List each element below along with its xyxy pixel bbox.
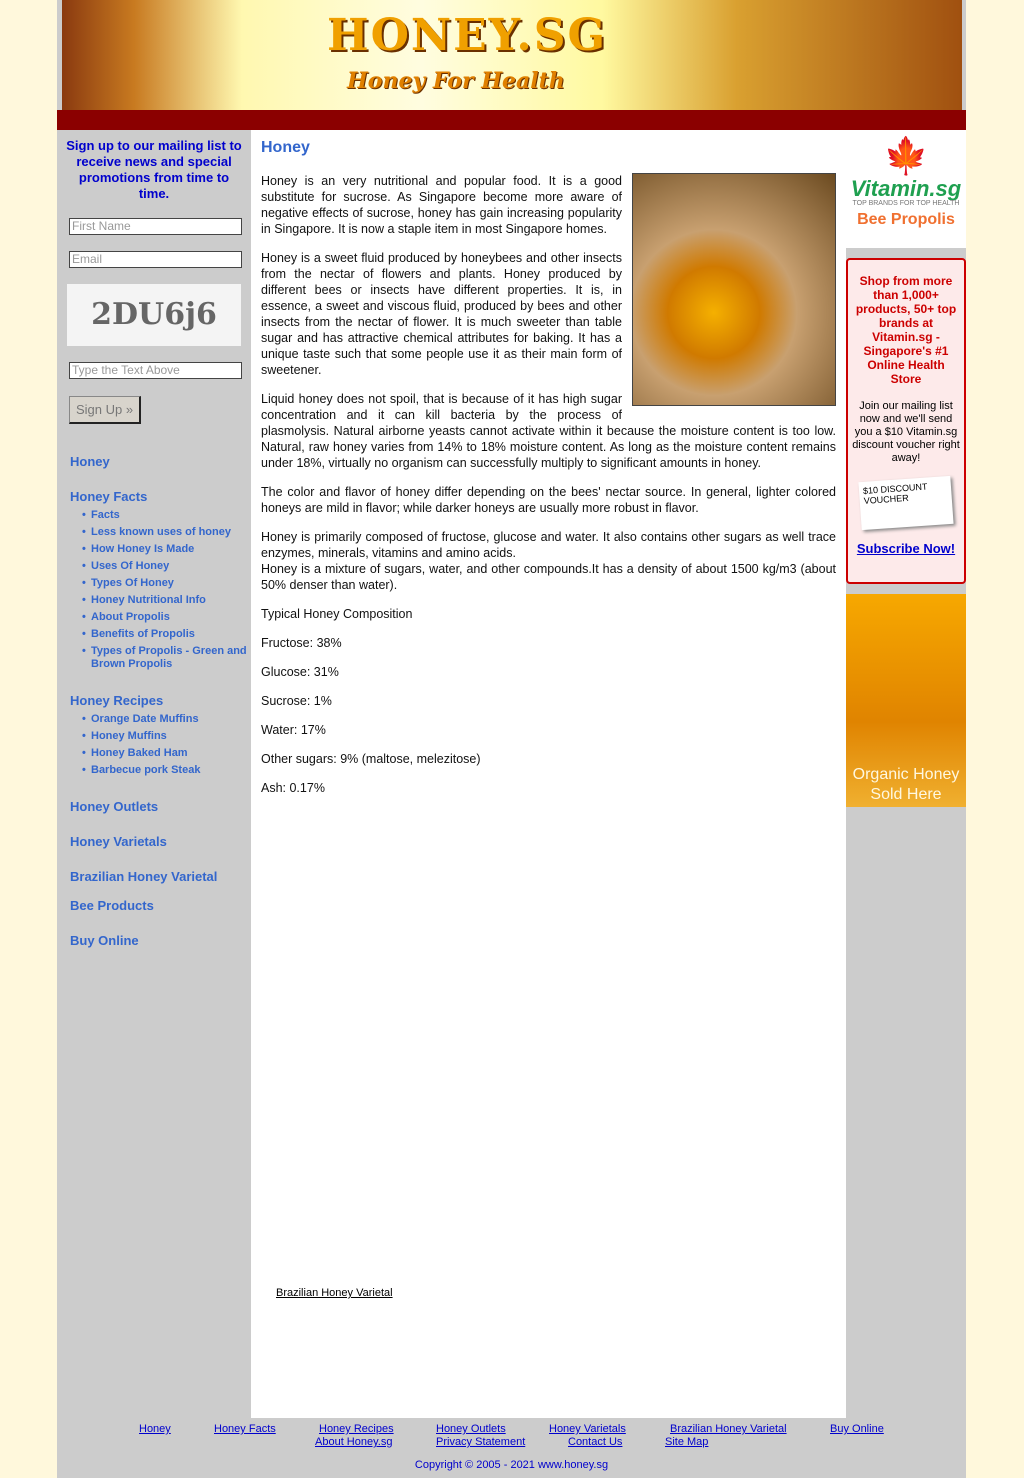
nav-subitem[interactable]: • Honey Muffins [78, 728, 251, 745]
header-banner [62, 0, 962, 110]
captcha-input[interactable]: Type the Text Above [69, 362, 242, 379]
nav-honey-recipes[interactable]: Honey Recipes [70, 693, 164, 708]
nav-subitem[interactable]: • About Propolis [78, 609, 251, 626]
footer [57, 1418, 966, 1471]
right-sidebar [846, 130, 966, 807]
paragraph: Honey is primarily composed of fructose, glucose and water. It also contains other sugars as well trace enzymes, minerals, vitamins and amino acids. [261, 530, 836, 560]
organic-honey-ad[interactable] [846, 594, 966, 807]
nav-subitem[interactable]: • Less known uses of honey [78, 524, 251, 541]
paragraph: Liquid honey does not spoil, that is because of it has high sugar concentration and it can kill bacteria by the process of plasmolysis. Natural airborne yeasts cannot activate within it because the moisture content is too low. Natural, raw honey varies from 14% to 18% moisture content. As long as the moisture content remains under 18%, virtually no organism can successfully multiply to significant amounts in honey. [261, 392, 836, 470]
header-bar [57, 110, 966, 130]
nav-buy-online[interactable]: Buy Online [70, 933, 139, 948]
signup-heading: Sign up to our mailing list to receive news and special promotions from time to time. [66, 138, 242, 201]
captcha-image: 2DU6j6 [67, 284, 241, 346]
subscribe-link[interactable]: Subscribe Now! [856, 541, 956, 556]
composition-item: Sucrose: 1% [261, 694, 332, 708]
nav-honey-facts[interactable]: Honey Facts [70, 489, 148, 504]
footer-link[interactable]: About Honey.sg [315, 1436, 393, 1448]
paragraph: Honey is a mixture of sugars, water, and other compounds.It has a density of about 1500 kg/m3 (about 50% denser than water). [261, 562, 836, 592]
site-logo[interactable]: HONEY.SG [327, 10, 608, 61]
composition-item: Water: 17% [261, 723, 326, 737]
footer-link[interactable]: Honey Recipes [319, 1423, 394, 1435]
page [57, 0, 966, 1478]
footer-link[interactable]: Contact Us [568, 1436, 623, 1448]
brazilian-honey-link[interactable]: Brazilian Honey Varietal [276, 1287, 393, 1299]
footer-link[interactable]: Honey Varietals [549, 1423, 626, 1435]
sign-up-button[interactable]: Sign Up » [69, 396, 141, 424]
nav-subitem[interactable]: • Benefits of Propolis [78, 626, 251, 643]
nav-subitem[interactable]: • Types Of Honey [78, 575, 251, 592]
composition-item: Fructose: 38% [261, 636, 342, 650]
paragraph: Honey is an very nutritional and popular food. It is a good substitute for sucrose. As Singapore become more aware of negative effects of sucrose, honey has gain increasing popularity in Singapore. It is now a staple item in most Singapore homes. [261, 174, 622, 236]
promo-box [846, 258, 966, 584]
nav-subitem[interactable]: • Honey Baked Ham [78, 745, 251, 762]
nav-subitem[interactable]: • Facts [78, 507, 251, 524]
nav-honey-outlets[interactable]: Honey Outlets [70, 799, 159, 814]
honey-jar-image [632, 173, 836, 406]
composition-title: Typical Honey Composition [261, 607, 413, 621]
bee-propolis-label: Bee Propolis [857, 211, 955, 228]
composition-item: Ash: 0.17% [261, 781, 325, 795]
footer-link[interactable]: Privacy Statement [436, 1436, 526, 1448]
footer-link[interactable]: Site Map [665, 1436, 709, 1448]
voucher-image: $10 DISCOUNT VOUCHER [858, 476, 953, 530]
vitamin-sg-ad[interactable] [846, 130, 966, 248]
nav-subitem[interactable]: • Types of Propolis - Green and Brown Propolis [78, 643, 251, 673]
maple-leaf-icon: 🍁 [883, 135, 929, 176]
footer-link[interactable]: Honey Facts [214, 1423, 276, 1435]
promo-heading: Shop from more than 1,000+ products, 50+ top brands at Vitamin.sg - Singapore's #1 Online Health Store [855, 274, 957, 386]
nav-subitem[interactable]: • Orange Date Muffins [78, 711, 251, 728]
nav-bee-products[interactable]: Bee Products [70, 898, 154, 913]
footer-link[interactable]: Honey [139, 1423, 171, 1435]
site-tagline: Honey For Health [347, 68, 565, 94]
vitamin-brand: Vitamin.sg [850, 176, 962, 201]
nav-honey-varietals[interactable]: Honey Varietals [70, 834, 167, 849]
footer-link[interactable]: Brazilian Honey Varietal [670, 1423, 787, 1435]
first-name-input[interactable]: First Name [69, 218, 242, 235]
nav-subitem[interactable]: • Uses Of Honey [78, 558, 251, 575]
copyright: Copyright © 2005 - 2021 www.honey.sg [414, 1459, 609, 1471]
main-content [251, 130, 846, 1418]
vitamin-tagline: TOP BRANDS FOR TOP HEALTH [852, 200, 960, 207]
left-sidebar [57, 130, 251, 948]
paragraph: The color and flavor of honey differ depending on the bees' nectar source. In general, lighter colored honeys are mild in flavor; while darker honeys are usually more robust in flavor. [261, 485, 836, 515]
footer-link[interactable]: Honey Outlets [436, 1423, 506, 1435]
nav-subitem[interactable]: • How Honey Is Made [78, 541, 251, 558]
composition-item: Glucose: 31% [261, 665, 339, 679]
nav-brazilian-honey[interactable]: Brazilian Honey Varietal [70, 869, 218, 884]
page-title: Honey [261, 139, 310, 156]
promo-text: Join our mailing list now and we'll send you a $10 Vitamin.sg discount voucher right away! [852, 400, 960, 464]
paragraph: Honey is a sweet fluid produced by honeybees and other insects from the nectar of flowers and plants. Honey produced by different bees or insects have different properties. It is, in essence, a sweet and viscous fluid, produced by bees and other insects from the nectar of flower. It is much sweeter than table sugar and has attractive chemical attributes for baking. It has a unique taste such that some people use it as their main form of sweetener. [261, 251, 622, 377]
organic-honey-label: Organic Honey Sold Here [852, 766, 960, 803]
nav-subitem[interactable]: • Barbecue pork Steak [78, 762, 251, 779]
footer-link[interactable]: Buy Online [830, 1423, 884, 1435]
nav-honey[interactable]: Honey [70, 454, 110, 469]
composition-item: Other sugars: 9% (maltose, melezitose) [261, 752, 481, 766]
nav-subitem[interactable]: • Honey Nutritional Info [78, 592, 251, 609]
email-input[interactable]: Email [69, 251, 242, 268]
